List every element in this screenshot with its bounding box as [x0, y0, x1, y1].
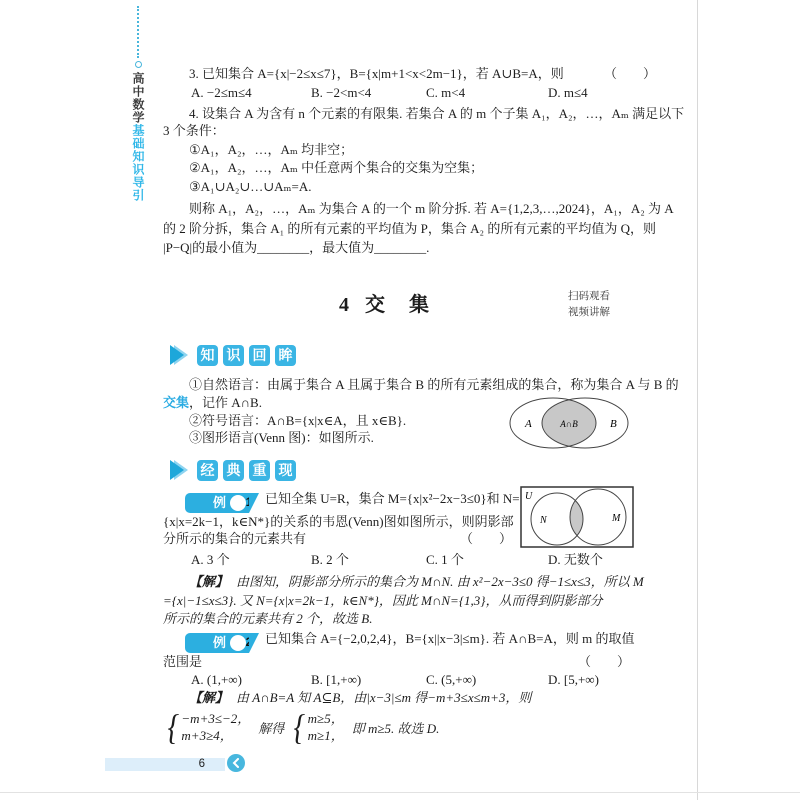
option-a: A. (1,+∞) — [191, 672, 242, 687]
venn-label-N: N — [540, 515, 547, 526]
option-b: B. −2<m<4 — [311, 85, 372, 100]
example2-line2: 范围是 （ ） — [163, 654, 631, 669]
venn-diagram-example1 — [520, 486, 634, 548]
solve-label: 解得 — [258, 720, 285, 736]
example1-solution-line1: 【解】 由图知，阴影部分所示的集合为 M∩N. 由 x²−2x−3≤0 得−1≤x≤3，所以 M — [189, 574, 644, 589]
option-d: D. [5,+∞) — [548, 672, 599, 687]
venn-label-A-int-B: A∩B — [560, 419, 578, 429]
page-bottom-edge — [0, 792, 800, 793]
problem4-line1: 4. 设集合 A 为含有 n 个元素的有限集. 若集合 A 的 m 个子集 A₁，A₂，…，Aₘ 满足以下 — [189, 106, 685, 121]
knowledge-line1: ①自然语言：由属于集合 A 且属于集合 B 的所有元素组成的集合，称为集合 A 与 B 的 — [189, 377, 679, 392]
option-c: C. 1 个 — [426, 552, 464, 567]
problem3-stem: 3. 已知集合 A={x|−2≤x≤7}，B={x|m+1<x<2m−1}，若 A∪B=A，则 （ ） — [189, 66, 657, 81]
answer-bracket: （ ） — [604, 66, 657, 81]
problem3-options — [163, 84, 663, 101]
left-brace: { — [167, 707, 179, 747]
sidebar-dotted-line — [137, 6, 139, 58]
problem4-line8: |P−Q|的最小值为________，最大值为________. — [163, 240, 430, 255]
example2-options — [163, 671, 663, 688]
inequality-system — [166, 709, 447, 745]
left-brace: { — [293, 707, 306, 747]
page-number-strip — [105, 758, 225, 771]
option-b: B. [1,+∞) — [311, 672, 362, 687]
venn-label-B: B — [610, 418, 617, 430]
example2-line1: 例 2 已知集合 A={−2,0,2,4}，B={x||x−3|≤m}. 若 A∩B=A，则 m 的取值 — [163, 630, 663, 653]
system2: m≥5， m≥1， — [307, 711, 344, 743]
series-title-black: 高中数学 — [131, 72, 145, 124]
option-c: C. (5,+∞) — [426, 672, 477, 687]
answer-bracket: （ ） — [460, 531, 513, 546]
example1-line3: 分所示的集合的元素共有 （ ） — [163, 531, 513, 546]
series-title-blue: 基础知识导引 — [131, 124, 145, 202]
option-d: D. m≤4 — [548, 85, 588, 100]
knowledge-line3: ②符号语言：A∩B={x|x∈A，且 x∈B}. — [189, 413, 407, 428]
sidebar — [129, 6, 147, 202]
example1-line2: {x|x=2k−1，k∈N*}的关系的韦恩(Venn)图如图所示，则阴影部 — [163, 514, 514, 529]
knowledge-line2: 交集，记作 A∩B. — [163, 395, 262, 410]
example1-badge: 例 1 — [185, 493, 249, 513]
venn-label-U: U — [525, 491, 533, 502]
problem4-cond2: ②A₁，A₂，…，Aₘ 中任意两个集合的交集为空集； — [189, 160, 484, 175]
example1-options — [163, 551, 663, 568]
chevron-arrow-icon — [168, 344, 190, 366]
back-chevron-icon — [227, 754, 245, 772]
knowledge-line4: ③图形语言(Venn 图)：如图所示. — [189, 430, 374, 445]
option-c: C. m<4 — [426, 85, 466, 100]
example1-line1: 例 1 已知全集 U=R，集合 M={x|x²−2x−3≤0}和 N= — [163, 490, 663, 513]
sidebar-ring-icon — [135, 61, 142, 68]
badge-tail-icon — [249, 493, 259, 513]
problem4-line7: 的 2 阶分拆，集合 A₁ 的所有元素的平均值为 P，集合 A₂ 的所有元素的平均值为 Q，则 — [163, 221, 656, 236]
option-a: A. −2≤m≤4 — [191, 85, 252, 100]
section-title-text: 交 集 — [365, 294, 431, 316]
problem4-line6: 则称 A₁，A₂，…，Aₘ 为集合 A 的一个 m 阶分拆. 若 A={1,2,3,…,2024}，A₁，A₂ 为 A — [189, 201, 674, 216]
section-title — [135, 288, 635, 317]
option-b: B. 2 个 — [311, 552, 349, 567]
knowledge-review-header: 知 识 回 眸 — [168, 344, 296, 366]
venn-label-A: A — [525, 418, 532, 430]
option-d: D. 无数个 — [548, 552, 603, 567]
example1-solution-line2: ={x|−1≤x≤3}. 又 N={x|x=2k−1，k∈N*}，因此 M∩N={1,3}，从而得到阴影部分 — [163, 593, 603, 608]
example2-solution-line1: 【解】 由 A∩B=A 知 A⊆B，由|x−3|≤m 得−m+3≤x≤m+3，则 — [189, 690, 532, 705]
page-number: 6 — [198, 758, 205, 770]
example2-badge: 例 2 — [185, 633, 249, 653]
section-number: 4 — [339, 294, 351, 316]
classic-replay-header: 经 典 重 现 — [168, 459, 296, 481]
keyword-jiaoji: 交集 — [163, 395, 190, 410]
qr-note: 扫码观看 视频讲解 — [568, 291, 610, 318]
venn-diagram-intersection — [508, 392, 632, 454]
problem4-cond1: ①A₁，A₂，…，Aₘ 均非空； — [189, 142, 354, 157]
conclusion: 即 m≥5. 故选 D. — [351, 720, 440, 736]
problem4-cond3: ③A₁∪A₂∪…∪Aₘ=A. — [189, 179, 312, 194]
option-a: A. 3 个 — [191, 552, 230, 567]
example1-solution-line3: 所示的集合的元素共有 2 个，故选 B. — [163, 611, 373, 626]
chevron-arrow-icon — [168, 459, 190, 481]
problem4-line2: 3 个条件： — [163, 123, 225, 138]
answer-bracket: （ ） — [578, 654, 631, 669]
badge-tail-icon — [249, 633, 259, 653]
venn-label-M: M — [612, 513, 621, 524]
page-edge-line — [697, 0, 698, 800]
system1: −m+3≤−2， m+3≥4， — [181, 711, 251, 743]
